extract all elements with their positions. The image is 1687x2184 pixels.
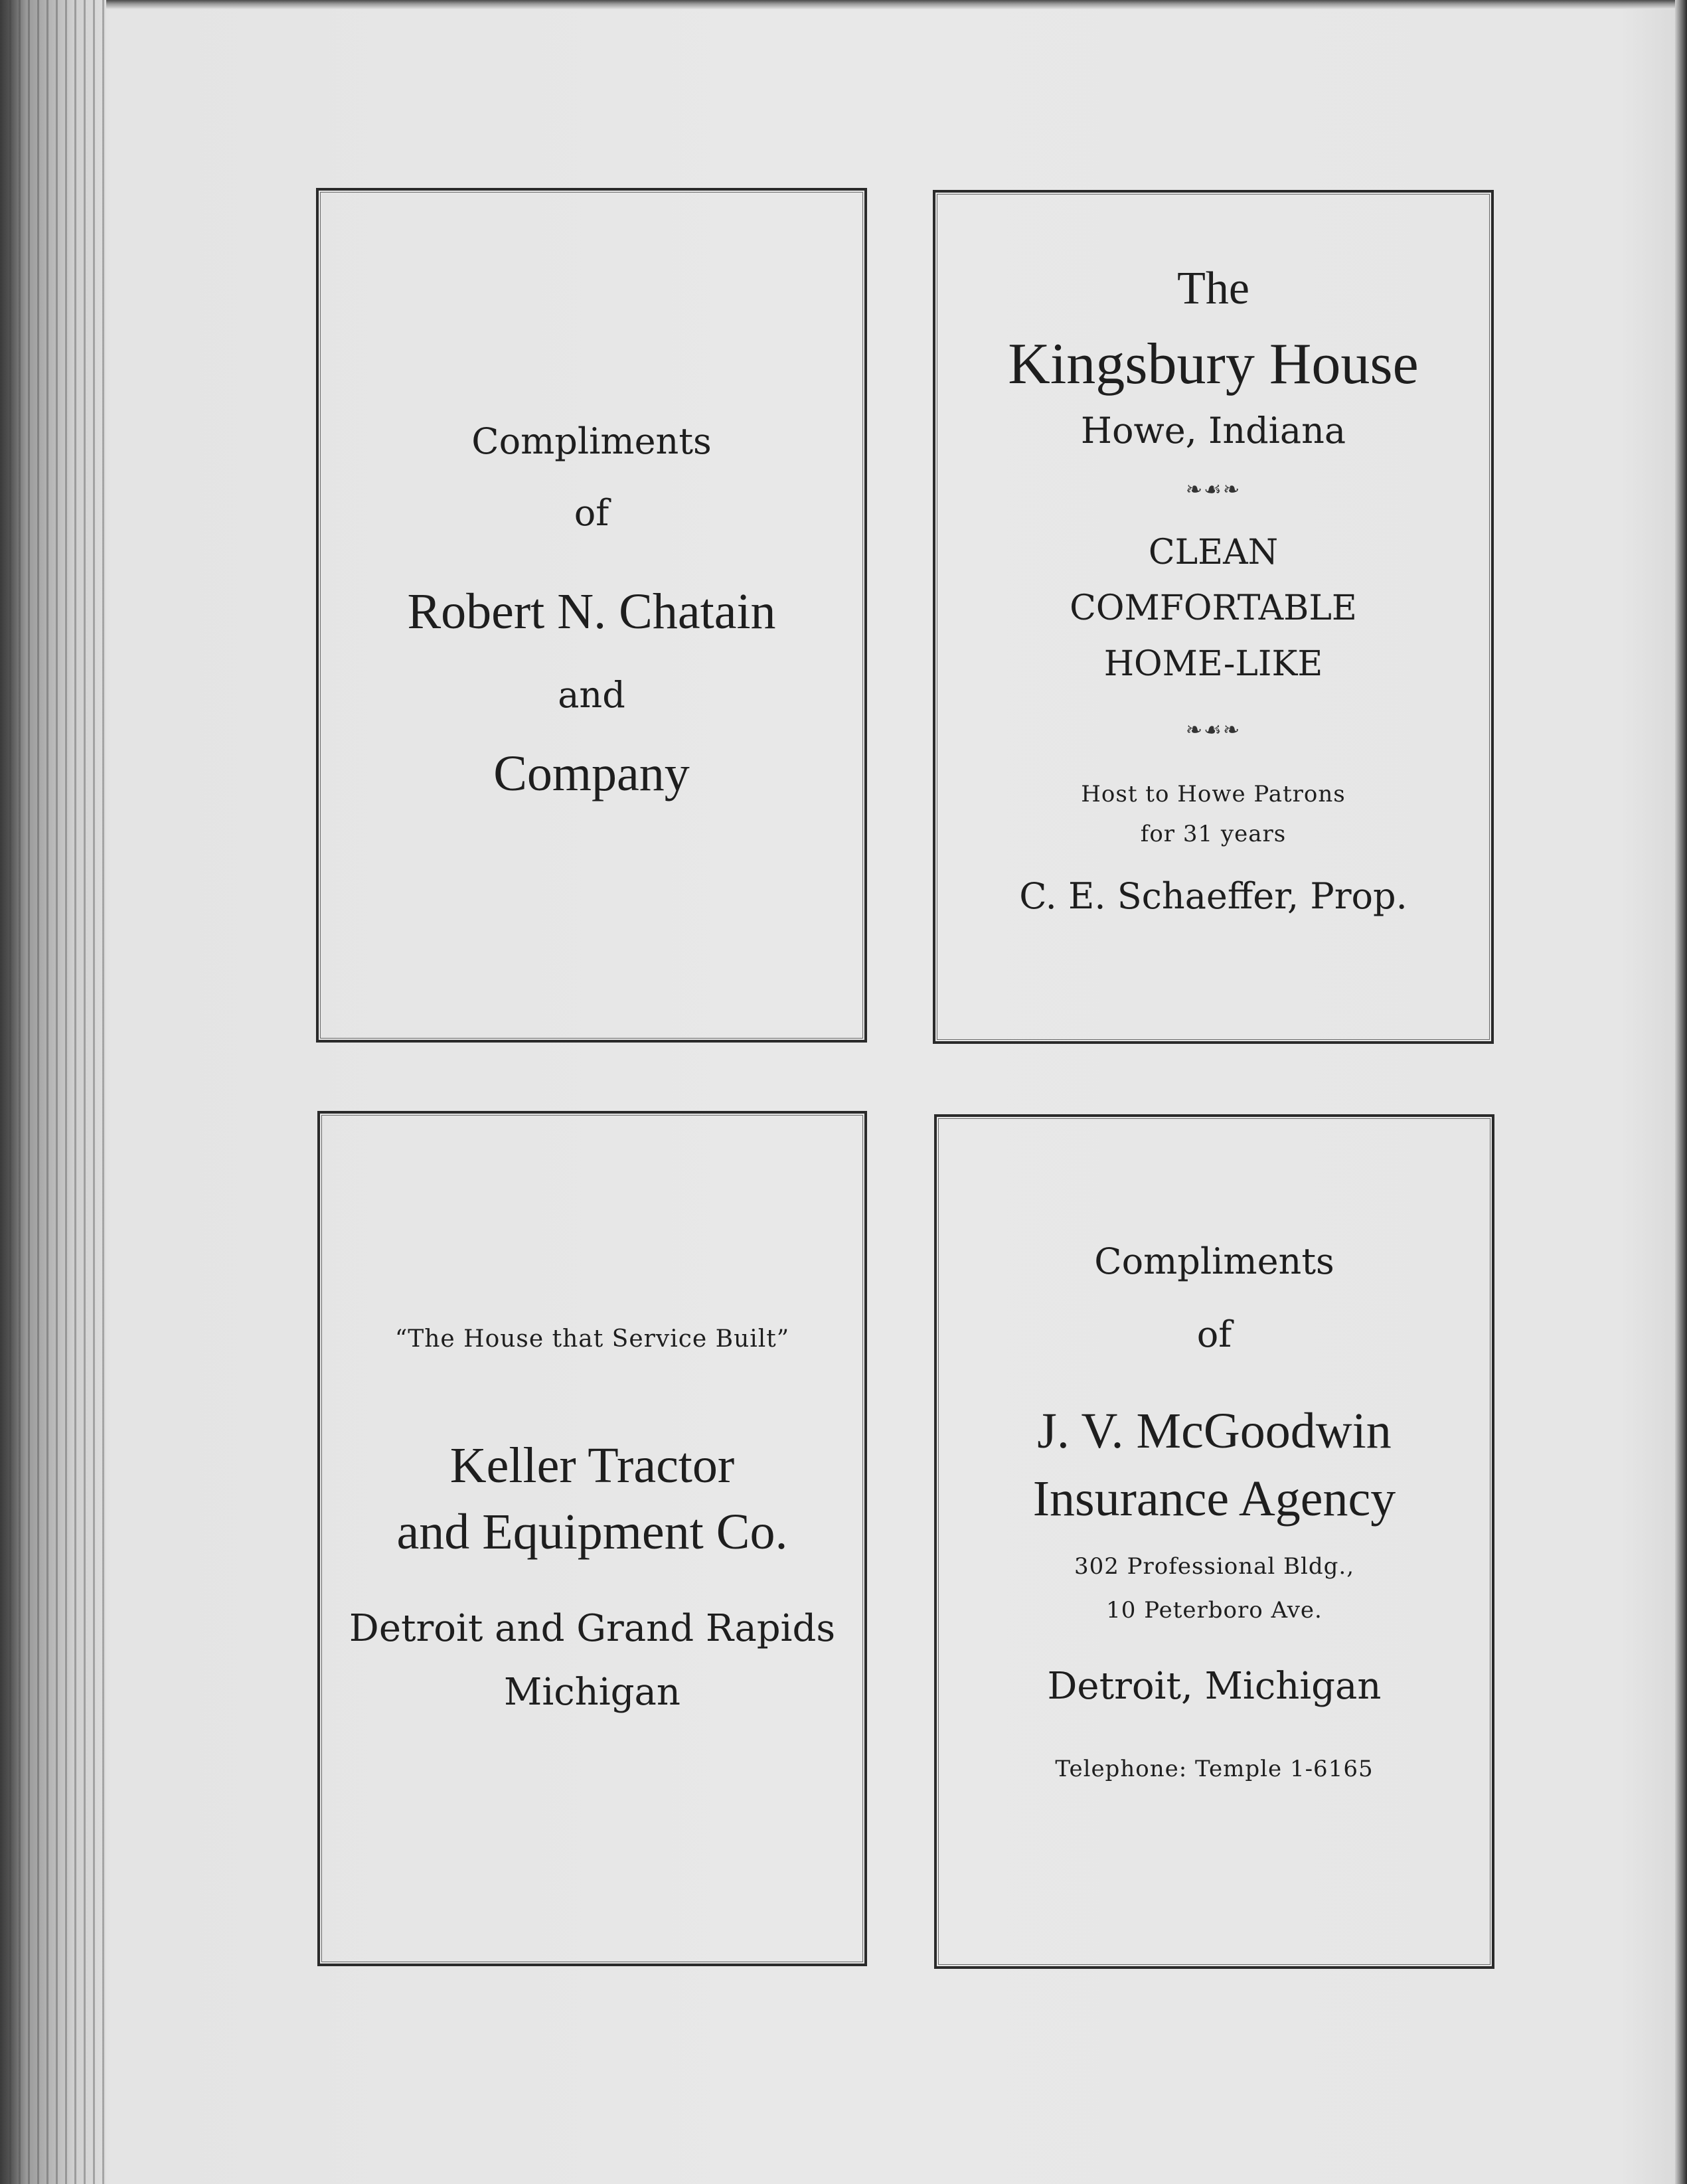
ad-of-text: of <box>1196 1313 1232 1355</box>
ad-mcgoodwin-insurance <box>934 1114 1494 1969</box>
ad-location-line-1: Detroit and Grand Rapids <box>349 1607 836 1650</box>
ad-company-name: Robert N. Chatain <box>407 584 776 639</box>
ad-hotel-location: Howe, Indiana <box>1080 410 1346 452</box>
ad-quality-homelike: HOME-LIKE <box>1103 644 1323 684</box>
ad-of-text: of <box>574 492 609 534</box>
ad-article: The <box>1177 263 1249 314</box>
ad-robert-chatain <box>316 188 867 1043</box>
ad-compliments-text: Compliments <box>1094 1240 1334 1282</box>
page-top-edge <box>106 0 1687 9</box>
ad-slogan: “The House that Service Built” <box>394 1325 790 1353</box>
ad-compliments-text: Compliments <box>471 420 712 462</box>
ad-host-line-1: Host to Howe Patrons <box>1081 781 1346 807</box>
book-binding-edge <box>0 0 106 2184</box>
ad-and-text: and <box>558 674 625 716</box>
ad-proprietor: C. E. Schaeffer, Prop. <box>1019 875 1407 917</box>
ad-address-line-1: 302 Professional Bldg., <box>1074 1553 1355 1580</box>
ad-company-name-line-1: Keller Tractor <box>449 1438 735 1493</box>
ad-agency-name: Insurance Agency <box>1032 1471 1396 1527</box>
ad-quality-comfortable: COMFORTABLE <box>1070 588 1357 628</box>
ornament-icon: ❧☙❧ <box>1185 478 1242 501</box>
ad-address-line-2: 10 Peterboro Ave. <box>1106 1597 1323 1624</box>
ad-telephone: Telephone: Temple 1-6165 <box>1055 1756 1374 1782</box>
ad-company-suffix: Company <box>493 746 690 801</box>
ad-agent-name: J. V. McGoodwin <box>1037 1403 1392 1459</box>
ad-host-line-2: for 31 years <box>1140 821 1287 847</box>
ad-keller-tractor <box>317 1111 867 1966</box>
ad-company-name-line-2: and Equipment Co. <box>396 1504 788 1560</box>
ad-quality-clean: CLEAN <box>1148 533 1279 572</box>
ad-location-line-2: Michigan <box>504 1671 681 1714</box>
ornament-icon: ❧☙❧ <box>1185 718 1242 742</box>
ad-hotel-name: Kingsbury House <box>1008 332 1419 396</box>
ad-city: Detroit, Michigan <box>1047 1665 1382 1708</box>
page-right-edge <box>1675 0 1687 2184</box>
ad-kingsbury-house <box>933 190 1494 1044</box>
